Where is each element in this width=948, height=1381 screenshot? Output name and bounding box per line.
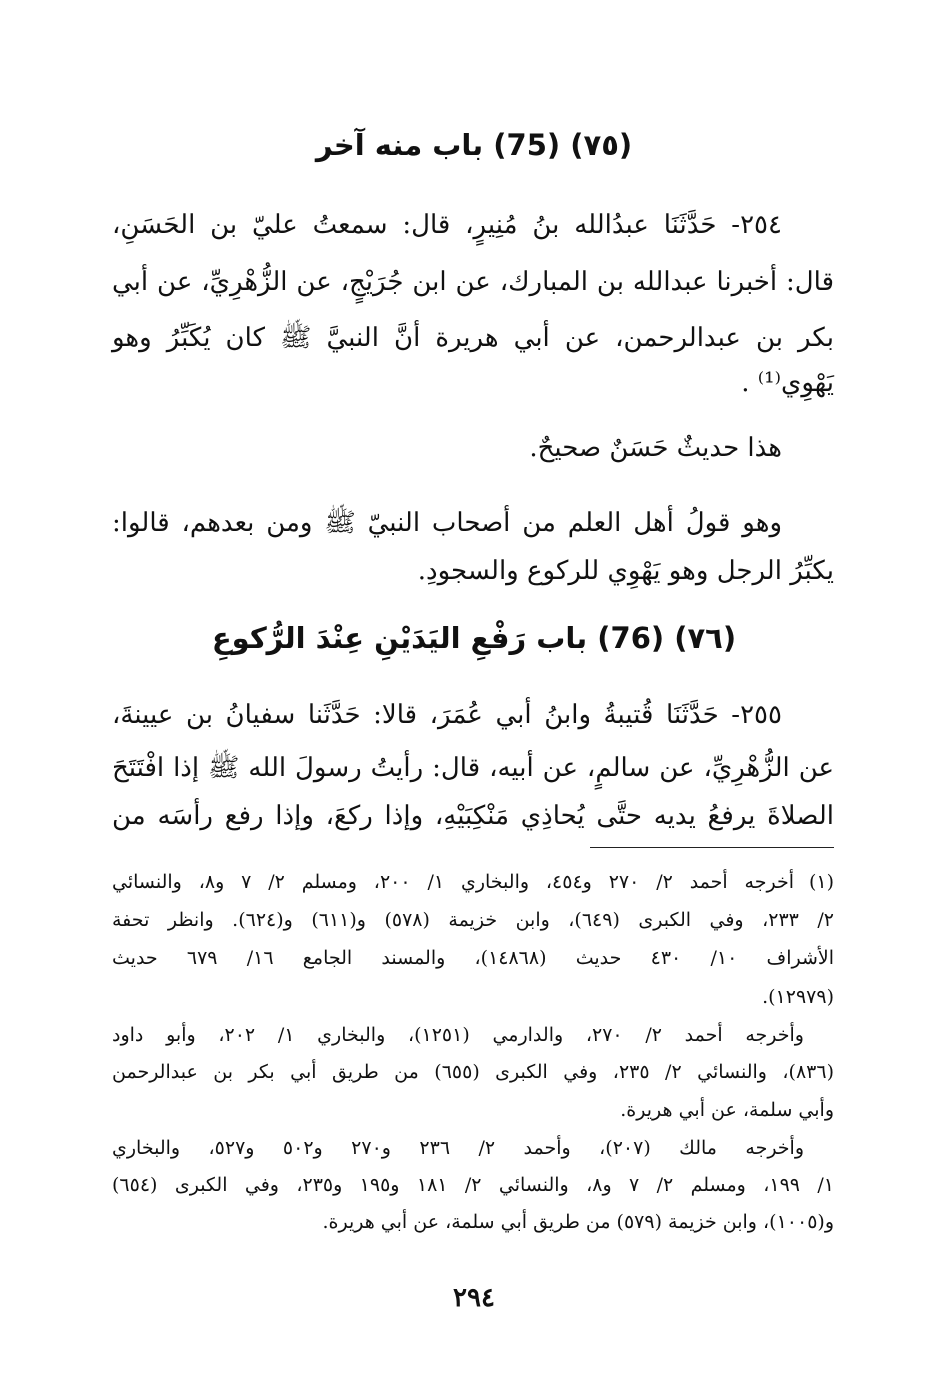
hadith-254-line-3: بكر بن عبدالرحمن، عن أبي هريرة أنَّ النبيَّ ﷺ كان يُكَبِّرُ وهو — [112, 323, 834, 353]
hadith-254-line-4: يَهْوِي⁽¹⁾ . — [741, 368, 834, 398]
chapter-heading-76: (٧٦) (76) باب رَفْعِ اليَدَيْنِ عِنْدَ الرُّكوعِ — [211, 621, 737, 655]
footnote-para-2-line-1: وأخرجه أحمد ٢/ ٢٧٠، والدارمي (١٢٥١)، والبخاري ١/ ٢٠٢، وأبو داود — [112, 1024, 804, 1046]
scholars-comment-line-1: وهو قولُ أهل العلم من أصحاب النبيّ ﷺ ومن بعدهم، قالوا: — [112, 508, 782, 538]
hadith-254-line-2: قال: أخبرنا عبدالله بن المبارك، عن ابن جُرَيْجٍ، عن الزُّهْرِيِّ، عن أبي — [112, 267, 834, 297]
footnote-1-line-2: ٢/ ٢٣٣، وفي الكبرى (٦٤٩)، وابن خزيمة (٥٧٨) و(٦١١) و(٦٢٤). وانظر تحفة — [112, 909, 834, 931]
hadith-255-line-3: الصلاةَ يرفعُ يديه حتَّى يُحاذِي مَنْكِبَيْهِ، وإذا ركعَ، وإذا رفع رأسَه من — [112, 801, 834, 831]
footnote-para-2-line-2: (٨٣٦)، والنسائي ٢/ ٢٣٥، وفي الكبرى (٦٥٥) من طريق أبي بكر بن عبدالرحمن — [112, 1061, 834, 1083]
footnote-para-2-line-3: وأبي سلمة، عن أبي هريرة. — [620, 1099, 834, 1121]
hadith-grade: هذا حديثٌ حَسَنٌ صحيحٌ. — [529, 433, 782, 463]
footnote-text: أخرجه أحمد ٢/ ٢٧٠ و٤٥٤، والبخاري ١/ ٢٠٠، ومسلم ٢/ ٧ و٨، والنسائي — [112, 871, 794, 893]
footnote-para-3-line-1: وأخرجه مالك (٢٠٧)، وأحمد ٢/ ٢٣٦ و٢٧٠ و٥٠٢ و٥٢٧، والبخاري — [112, 1137, 805, 1159]
footnote-1-line-4: (١٢٩٧٩). — [762, 986, 834, 1008]
footnote-number: (١) — [808, 871, 834, 893]
footnote-1-line-3: الأشراف ١٠/ ٤٣٠ حديث (١٤٨٦٨)، والمسند الجامع ١٦/ ٦٧٩ حديث — [112, 947, 834, 969]
scholars-comment-line-2: يكبِّرُ الرجل وهو يَهْوِي للركوع والسجودِ. — [417, 556, 834, 586]
footnote-para-3-line-3: و(١٠٠٥)، وابن خزيمة (٥٧٩) من طريق أبي سلمة، عن أبي هريرة. — [322, 1211, 834, 1233]
chapter-heading-75: (٧٥) (75) باب منه آخر — [315, 128, 633, 162]
footnote-separator — [590, 847, 834, 848]
footnote-1-line-1 — [112, 867, 834, 897]
hadith-254-line-1: ٢٥٤- حَدَّثَنَا عبدُالله بنُ مُنِيرٍ، قال: سمعتُ عليّ بن الحَسَنِ، — [112, 210, 782, 240]
page-number: ٢٩٤ — [453, 1283, 495, 1313]
hadith-255-line-2: عن الزُّهْرِيِّ، عن سالمٍ، عن أبيه، قال: رأيتُ رسولَ الله ﷺ إذا افْتَتَحَ — [112, 753, 834, 783]
hadith-255-line-1: ٢٥٥- حَدَّثَنَا قُتيبةُ وابنُ أبي عُمَرَ، قالا: حَدَّثَنا سفيانُ بن عيينةَ، — [112, 700, 782, 730]
footnote-para-3-line-2: ١/ ١٩٩، ومسلم ٢/ ٧ و٨، والنسائي ٢/ ١٨١ و١٩٥ و٢٣٥، وفي الكبرى (٦٥٤) — [112, 1174, 834, 1196]
